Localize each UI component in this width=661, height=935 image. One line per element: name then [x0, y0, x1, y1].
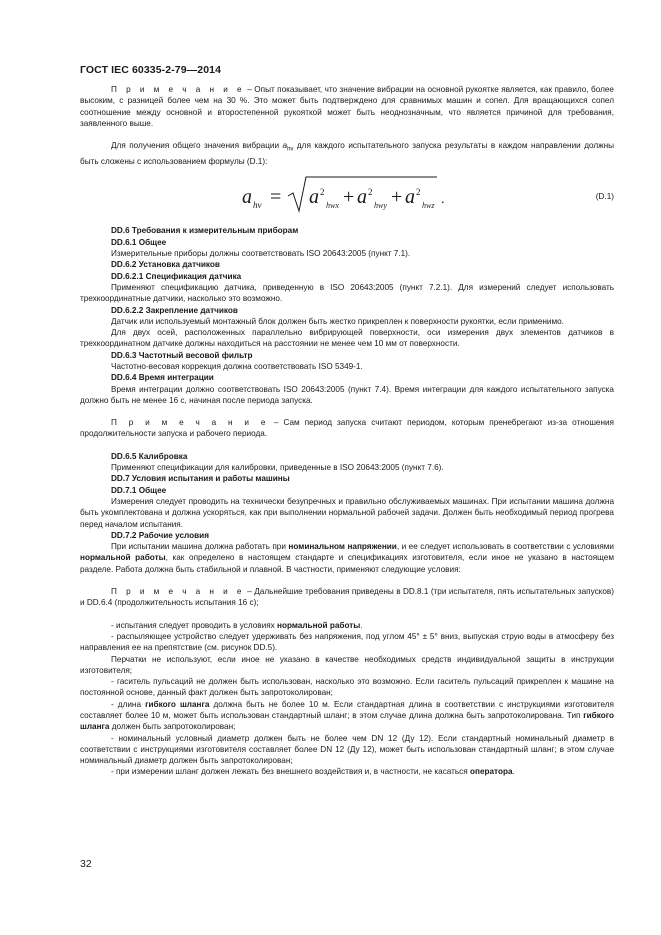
condition-1: - испытания следует проводить в условиях нормальной работы.: [111, 620, 363, 630]
term1-sub: hwx: [326, 201, 339, 211]
document-body: [80, 84, 614, 778]
condition-2: - распыляющее устройство следует удерживать без напряжения, под углом 45° ± 5° вниз, выпуская струю воды в атмосферу без направления ее на препятствие (см. рисунок DD.5).: [80, 631, 614, 653]
symbol-a: a: [282, 141, 288, 151]
plus-2: +: [391, 186, 403, 209]
note-text: – Опыт показывает, что значение вибрации на основной рукоятке является, как правило, более высоким, с разницей более чем на 30 %. Это может быть подтверждено для сравнимых машин и сопел. Для вращающихся сопел соотношение между основной и второстепенной рукояткой может быть неоднозначным, что является причиной для требования, заявленного выше.: [80, 85, 614, 128]
formula-eq: =: [270, 186, 282, 209]
condition-7: - при измерении шланг должен лежать без внешнего воздействия и, в частности, не касаться оператора.: [111, 767, 515, 777]
dd6-3-text: Частотно-весовая коррекция должна соответствовать ISO 5349-1.: [111, 361, 363, 371]
dd6-4-text: Время интеграции должно соответствовать ISO 20643:2005 (пункт 7.4). Время интеграции для каждого испытательного запуска должно быть не менее 16 с, начиная после периода запуска.: [80, 384, 614, 405]
note-3: [80, 586, 614, 609]
section-dd6-2-title: DD.6.2 Установка датчиков: [111, 260, 220, 270]
term2-base: a: [357, 186, 367, 209]
formula-lhs: a: [242, 186, 252, 209]
formula-svg: [80, 167, 500, 225]
term3-sup: 2: [416, 187, 421, 198]
note-2: [80, 417, 614, 440]
note-1: [80, 84, 614, 129]
term2-sub: hwy: [374, 201, 387, 211]
term3-sub: hwz: [422, 201, 435, 211]
condition-3: Перчатки не используют, если иное не указано в качестве необходимых средств индивидуальной защиты в инструкции изготовителя;: [80, 654, 614, 675]
section-dd6-5-title: DD.6.5 Калибровка: [111, 451, 188, 461]
section-dd7-2-title: DD.7.2 Рабочие условия: [111, 530, 209, 540]
page-number: 32: [80, 858, 92, 870]
standard-header: ГОСТ IEC 60335-2-79—2014: [80, 64, 222, 76]
dd6-2-2-text-2: Для двух осей, расположенных параллельно вибрирующей поверхности, оси измерения двух элементов датчиков в трехкоординатном датчике должны находиться на расстоянии не менее чем 10 мм от поверхности.: [80, 328, 614, 349]
dd7-1-text: Измерения следует проводить на технически безупречных и правильно обслуживаемых машинах. При испытании машина должна быть укомплектована и должна ускоряться, как при выполнении нормальной рабочей задачи. Должен быть необходимый период прогрева перед началом испытания.: [80, 496, 614, 529]
symbol-sub: hv: [287, 146, 294, 153]
formula-d1: [80, 167, 614, 225]
condition-5: - длина гибкого шланга должна быть не более 10 м. Если стандартная длина в соответствии с инструкциями изготовителя составляет более 10 м, может быть использован стандартный шланг; в этом случае длина должна быть запротоколирована. Тип гибкого шланга должен быть запротоколирован;: [80, 699, 614, 732]
dd6-2-1-text: Применяют спецификацию датчика, приведенную в ISO 20643:2005 (пункт 7.2.1). Для измерений следует использовать трехкоординатные датчики, насколько это возможно.: [80, 282, 614, 304]
plus-1: +: [343, 186, 355, 209]
note-text: – Дальнейшие требования приведены в DD.8.1 (три испытателя, пять испытательных запусков) и DD.6.4 (продолжительность испытания 16 с);: [80, 587, 614, 608]
dd6-2-2-text-1: Датчик или используемый монтажный блок должен быть жестко прикреплен к поверхности рукоятки, если применимо.: [111, 316, 564, 326]
term-rated-voltage: номинальном напряжении: [288, 542, 397, 552]
section-dd6-4-title: DD.6.4 Время интеграции: [111, 373, 214, 383]
section-dd6-1-title: DD.6.1 Общее: [111, 237, 167, 247]
term2-sup: 2: [368, 187, 373, 198]
condition-4: - гаситель пульсаций не должен быть использован, насколько это возможно. Если гаситель пульсаций прикреплен к машине на постоянной основе, данный факт должен быть запротоколирован;: [80, 677, 614, 698]
formula-intro: Для получения общего значения вибрации $a_{hv}$ для каждого испытательного запуска результаты в каждом направлении должны быть сложены с использованием формулы (D.1):: [80, 141, 615, 167]
section-dd7-title: DD.7 Условия испытания и работы машины: [111, 474, 290, 484]
note-text: – Сам период запуска считают периодом, которым пренебрегают из-за отношения продолжительности запуска и рабочего периода.: [80, 418, 614, 439]
term1-base: a: [309, 186, 319, 209]
section-dd6-title: DD.6 Требования к измерительным приборам: [111, 226, 299, 236]
section-dd6-2-2-title: DD.6.2.2 Закрепление датчиков: [111, 305, 238, 315]
note-label: П р и м е ч а н и е: [111, 587, 245, 597]
note-label: П р и м е ч а н и е: [111, 418, 269, 428]
formula-lhs-sub: hv: [253, 200, 262, 211]
section-dd6-3-title: DD.6.3 Частотный весовой фильтр: [111, 350, 253, 360]
dd7-2-text: При испытании машина должна работать при номинальном напряжении, и ее следует использовать в соответствии с условиями нормальной работы, как определено в настоящем стандарте и спецификациях изготовителя, если иное не указано в настоящем разделе. Работа должна быть стабильной и плавной. В частности, применяют следующие условия:: [80, 542, 614, 574]
term1-sup: 2: [320, 187, 325, 198]
formula-end: .: [441, 192, 445, 208]
term3-base: a: [405, 186, 415, 209]
section-dd7-1-title: DD.7.1 Общее: [111, 485, 167, 495]
section-dd6-2-1-title: DD.6.2.1 Спецификация датчика: [111, 271, 242, 281]
dd6-5-text: Применяют спецификации для калибровки, приведенные в ISO 20643:2005 (пункт 7.6).: [111, 463, 444, 473]
condition-6: - номинальный условный диаметр должен быть не более чем DN 12 (Ду 12). Если стандартный номинальный диаметр в соответствии с инструкциями изготовителя составляет более DN 12 (Ду 12), может быть использован стандартный шланг; в этом случае номинальный диаметр должен быть запротоколирован;: [80, 733, 614, 766]
dd6-1-text: Измерительные приборы должны соответствовать ISO 20643:2005 (пункт 7.1).: [111, 249, 411, 259]
equation-number: (D.1): [595, 192, 614, 202]
term-normal-operation: нормальной работы: [80, 553, 166, 563]
note-label: П р и м е ч а н и е: [111, 85, 245, 94]
